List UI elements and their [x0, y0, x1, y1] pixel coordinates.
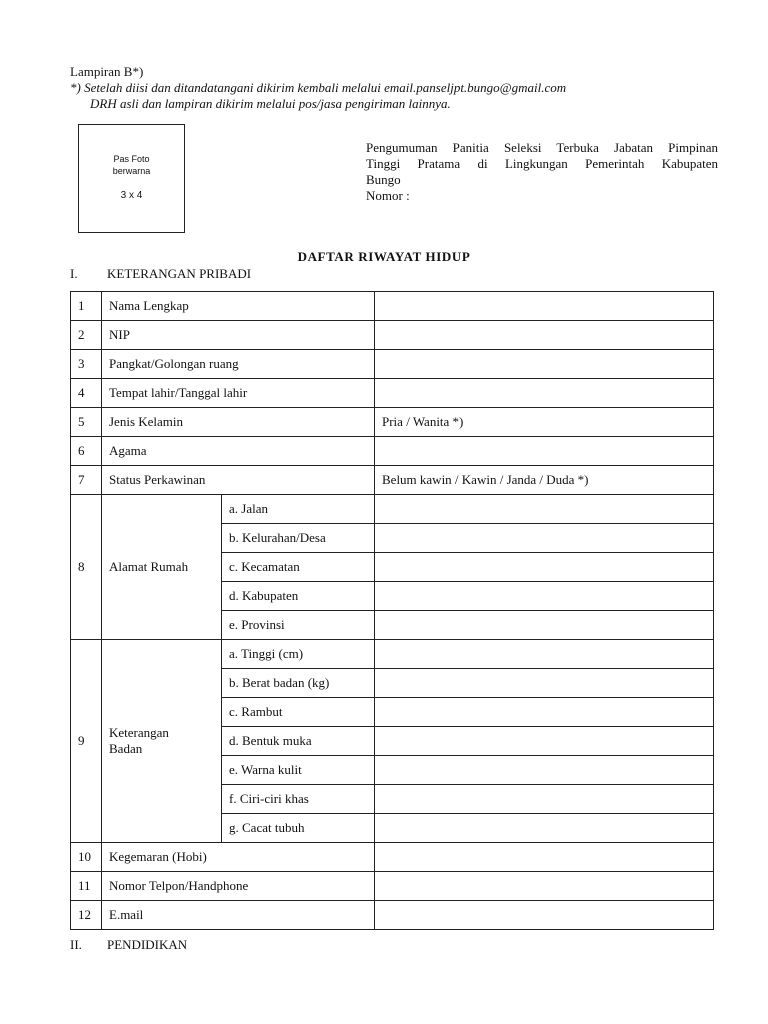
- row-label: Alamat Rumah: [102, 495, 222, 640]
- row-label: Agama: [102, 437, 375, 466]
- value-field-pangkat[interactable]: [375, 350, 714, 379]
- value-field-berat[interactable]: [375, 669, 714, 698]
- value-field-cacat[interactable]: [375, 814, 714, 843]
- table-row: [71, 350, 714, 379]
- value-field-nama[interactable]: [375, 292, 714, 321]
- row-label: NIP: [102, 321, 375, 350]
- row-number: 5: [71, 408, 102, 437]
- sub-label: a. Tinggi (cm): [222, 640, 375, 669]
- row-number: 8: [71, 495, 102, 640]
- attachment-label: Lampiran B*): [70, 64, 144, 79]
- row-number: 9: [71, 640, 102, 843]
- sub-label: d. Bentuk muka: [222, 727, 375, 756]
- row-label-line: Badan: [109, 741, 143, 756]
- value-field-kabupaten[interactable]: [375, 582, 714, 611]
- table-row: [71, 843, 714, 872]
- sub-label: c. Rambut: [222, 698, 375, 727]
- announcement-line: Tinggi Pratama di Lingkungan Pemerintah Kabupaten: [366, 156, 718, 171]
- row-label: Jenis Kelamin: [102, 408, 375, 437]
- row-number: 10: [71, 843, 102, 872]
- table-row: [71, 292, 714, 321]
- row-label: Tempat lahir/Tanggal lahir: [102, 379, 375, 408]
- value-field-rambut[interactable]: [375, 698, 714, 727]
- announcement-line: Bungo: [366, 172, 401, 187]
- table-row: [71, 408, 714, 437]
- value-field-kecamatan[interactable]: [375, 553, 714, 582]
- section-label: PENDIDIKAN: [107, 937, 188, 952]
- value-field-kelurahan[interactable]: [375, 524, 714, 553]
- value-field-gender[interactable]: Pria / Wanita *): [375, 408, 714, 437]
- value-field-kulit[interactable]: [375, 756, 714, 785]
- section-number: II.: [70, 937, 82, 952]
- table-row: [71, 466, 714, 495]
- row-label: Status Perkawinan: [102, 466, 375, 495]
- row-label: E.mail: [102, 901, 375, 930]
- value-field-nip[interactable]: [375, 321, 714, 350]
- row-number: 3: [71, 350, 102, 379]
- value-field-telpon[interactable]: [375, 872, 714, 901]
- document-title: DAFTAR RIWAYAT HIDUP: [297, 249, 471, 264]
- announcement-block: [366, 140, 718, 204]
- value-field-ttl[interactable]: [375, 379, 714, 408]
- row-label: Pangkat/Golongan ruang: [102, 350, 375, 379]
- row-number: 6: [71, 437, 102, 466]
- section-label: KETERANGAN PRIBADI: [107, 266, 252, 281]
- value-field-email[interactable]: [375, 901, 714, 930]
- row-number: 1: [71, 292, 102, 321]
- sub-label: b. Kelurahan/Desa: [222, 524, 375, 553]
- sub-label: a. Jalan: [222, 495, 375, 524]
- value-field-marital[interactable]: Belum kawin / Kawin / Janda / Duda *): [375, 466, 714, 495]
- table-row: [71, 901, 714, 930]
- section-number: I.: [70, 266, 78, 281]
- photo-placeholder: [78, 124, 185, 233]
- value-field-jalan[interactable]: [375, 495, 714, 524]
- section-heading-personal: [70, 266, 370, 282]
- sub-label: f. Ciri-ciri khas: [222, 785, 375, 814]
- table-row: [71, 379, 714, 408]
- value-field-hobi[interactable]: [375, 843, 714, 872]
- value-field-muka[interactable]: [375, 727, 714, 756]
- announcement-number: Nomor :: [366, 188, 410, 203]
- photo-label-line1: Pas Foto: [113, 154, 150, 164]
- row-label: Nama Lengkap: [102, 292, 375, 321]
- value-field-provinsi[interactable]: [375, 611, 714, 640]
- sub-label: e. Warna kulit: [222, 756, 375, 785]
- row-label: Nomor Telpon/Handphone: [102, 872, 375, 901]
- table-row: [71, 495, 714, 524]
- row-label: Kegemaran (Hobi): [102, 843, 375, 872]
- value-field-tinggi[interactable]: [375, 640, 714, 669]
- submission-note: *) Setelah diisi dan ditandatangani dikirim kembali melalui email.panseljpt.bungo@gmail.com: [70, 80, 567, 95]
- table-row: [71, 872, 714, 901]
- original-doc-note: DRH asli dan lampiran dikirim melalui pos/jasa pengiriman lainnya.: [90, 96, 451, 111]
- sub-label: d. Kabupaten: [222, 582, 375, 611]
- sub-label: b. Berat badan (kg): [222, 669, 375, 698]
- value-field-agama[interactable]: [375, 437, 714, 466]
- table-row: [71, 640, 714, 669]
- row-number: 2: [71, 321, 102, 350]
- row-number: 4: [71, 379, 102, 408]
- row-number: 12: [71, 901, 102, 930]
- section-heading-education: [70, 937, 370, 953]
- table-row: [71, 437, 714, 466]
- biodata-table: [70, 291, 714, 930]
- value-field-ciri[interactable]: [375, 785, 714, 814]
- sub-label: c. Kecamatan: [222, 553, 375, 582]
- row-label-line: Keterangan: [109, 725, 169, 740]
- row-number: 11: [71, 872, 102, 901]
- announcement-line: Pengumuman Panitia Seleksi Terbuka Jabatan Pimpinan: [366, 140, 718, 155]
- row-number: 7: [71, 466, 102, 495]
- table-row: [71, 321, 714, 350]
- sub-label: g. Cacat tubuh: [222, 814, 375, 843]
- sub-label: e. Provinsi: [222, 611, 375, 640]
- photo-label-line2: berwarna: [112, 166, 151, 176]
- row-label: [102, 640, 222, 843]
- photo-size: 3 x 4: [120, 190, 143, 201]
